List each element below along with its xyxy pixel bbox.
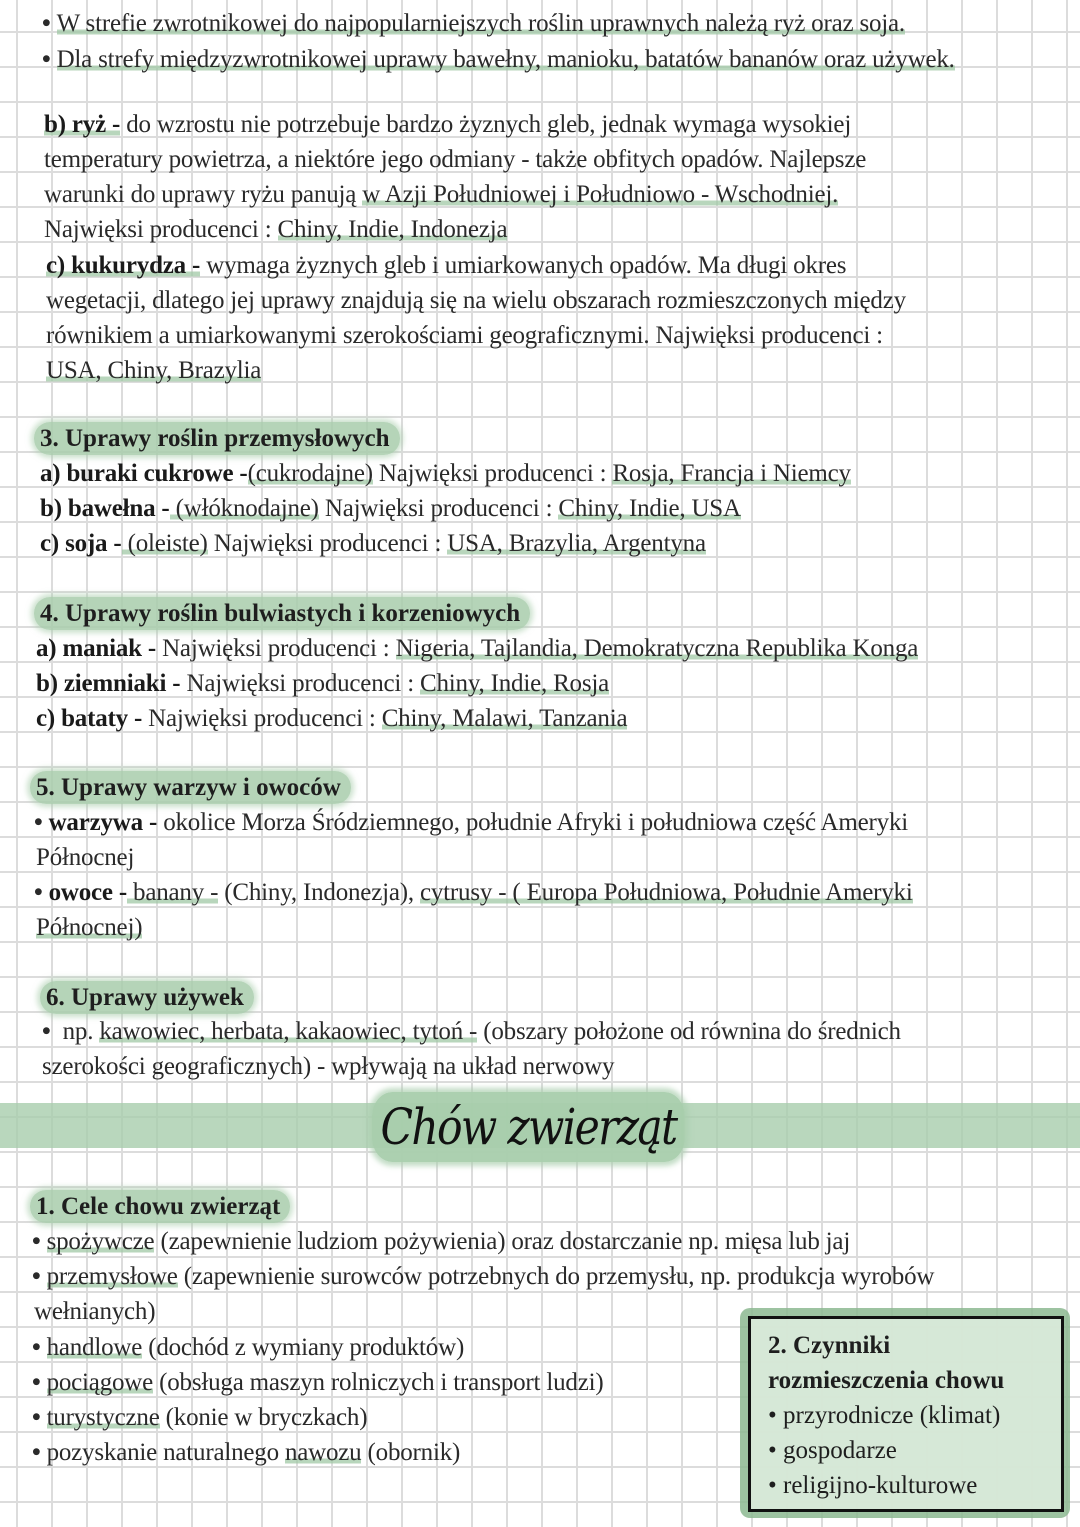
corn-line-4	[46, 353, 261, 388]
goal-term: turystyczne	[46, 1404, 160, 1431]
corn-label: c) kukurydza -	[46, 252, 201, 279]
rice-text: Najwięksi producenci :	[44, 216, 278, 243]
factors-title-1: 2. Czynniki	[768, 1332, 891, 1359]
bullet-icon: •	[42, 1018, 51, 1045]
corn-text: wegetacji, dlatego jej uprawy znajdują się na wielu obszarach rozmieszczonych między	[46, 287, 906, 314]
item-prefix: Najwięksi producenci :	[156, 635, 396, 662]
stimulants-cont	[42, 1049, 614, 1084]
item-label: a) maniak -	[36, 635, 157, 662]
intro-text-1: W strefie zwrotnikowej do najpopularniejszych roślin uprawnych należą ryż oraz soja.	[56, 10, 905, 37]
goal-desc: (obsługa maszyn rolniczych i transport ludzi)	[153, 1369, 604, 1396]
section-4-item-c	[36, 701, 627, 736]
rice-label: b) ryż -	[44, 111, 121, 138]
bullet-icon: •	[34, 879, 43, 906]
rice-line-2	[44, 142, 866, 177]
goal-desc: (obornik)	[361, 1439, 461, 1466]
bullet-icon: •	[32, 1334, 41, 1361]
factor-item-2: • gospodarze	[768, 1437, 897, 1464]
fruits-line	[34, 875, 913, 910]
goal-term: spożywcze	[46, 1228, 155, 1255]
intro-text-2: Dla strefy międzyzwrotnikowej uprawy bawełny, manioku, batatów bananów oraz używek.	[56, 46, 955, 73]
item-prefix: Najwięksi producenci :	[207, 530, 448, 557]
goal-item-6	[32, 1435, 460, 1470]
corn-text: wymaga żyznych gleb i umiarkowanych opadów. Ma długi okres	[206, 252, 847, 279]
fruits-text: Północnej)	[36, 914, 143, 941]
corn-text: równikiem a umiarkowanymi szerokościami geograficznymi. Najwięksi producenci :	[46, 322, 883, 349]
section-6-heading: 6. Uprawy używek	[40, 981, 254, 1014]
goal-term-prefix: pozyskanie naturalnego	[46, 1439, 285, 1466]
corn-line-3	[46, 318, 883, 353]
bananas-where: (Chiny, Indonezja),	[218, 879, 420, 906]
section-3-heading: 3. Uprawy roślin przemysłowych	[34, 422, 400, 455]
goal-desc: (zapewnienie surowców potrzebnych do przemysłu, np. produkcja wyrobów	[177, 1263, 935, 1290]
goal-desc: (dochód z wymiany produktów)	[142, 1334, 465, 1361]
vegetables-cont	[36, 840, 134, 875]
bullet-icon: •	[42, 46, 51, 73]
item-type: (włóknodajne)	[169, 495, 319, 522]
item-label: a) buraki cukrowe -	[40, 460, 248, 487]
item-label: b) ziemniaki -	[36, 670, 181, 697]
bananas-label: banany -	[126, 879, 219, 906]
goal-term: nawozu	[284, 1439, 362, 1466]
section-3-item-c	[40, 526, 706, 561]
item-producers: Chiny, Malawi, Tanzania	[381, 705, 628, 732]
goal-item-2-cont	[34, 1294, 155, 1329]
item-label: c) bataty -	[36, 705, 143, 732]
animal-goals-heading: 1. Cele chowu zwierząt	[30, 1190, 290, 1223]
fruits-label: owoce -	[48, 879, 127, 906]
rice-line-1	[44, 107, 851, 142]
goal-item-3	[32, 1330, 464, 1365]
item-producers: Chiny, Indie, USA	[558, 495, 741, 522]
bullet-icon: •	[32, 1228, 41, 1255]
vegetables-text: okolice Morza Śródziemnego, południe Afryki i południowa część Ameryki	[157, 809, 909, 836]
citrus-where: ( Europa Południowa, Południe Ameryki	[506, 879, 913, 906]
section-4-item-a	[36, 631, 918, 666]
goal-item-4	[32, 1365, 603, 1400]
rice-text: do wzrostu nie potrzebuje bardzo żyznych gleb, jednak wymaga wysokiej	[126, 111, 852, 138]
bullet-icon: •	[42, 10, 51, 37]
factor-item-3: • religijno-kulturowe	[768, 1472, 978, 1499]
bullet-icon: •	[32, 1404, 41, 1431]
goal-term: pociągowe	[46, 1369, 154, 1396]
vegetables-label: warzywa -	[48, 809, 158, 836]
rice-producers: Chiny, Indie, Indonezja	[277, 216, 508, 243]
item-prefix: Najwięksi producenci :	[318, 495, 559, 522]
bullet-icon: •	[32, 1369, 41, 1396]
goal-item-5	[32, 1400, 367, 1435]
item-prefix: Najwięksi producenci :	[142, 705, 382, 732]
rice-text: warunki do uprawy ryżu panują	[44, 181, 363, 208]
stimulants-prefix: np.	[56, 1018, 100, 1045]
corn-producers: USA, Chiny, Brazylia	[46, 357, 262, 384]
stimulants-line	[42, 1014, 901, 1049]
goal-desc: (zapewnienie ludziom pożywienia) oraz dostarczanie np. mięsa lub jaj	[154, 1228, 851, 1255]
intro-bullet-1	[42, 6, 905, 41]
bullet-icon: •	[32, 1263, 41, 1290]
section-3-item-a	[40, 456, 851, 491]
goal-item-2	[32, 1259, 934, 1294]
item-label: c) soja -	[40, 530, 122, 557]
rice-region: w Azji Południowej i Południowo - Wschodniej.	[362, 181, 839, 208]
goal-term: przemysłowe	[46, 1263, 178, 1290]
corn-line-2	[46, 283, 906, 318]
fruits-cont	[36, 910, 142, 945]
section-4-item-b	[36, 666, 609, 701]
goal-term: handlowe	[46, 1334, 143, 1361]
goal-item-1	[32, 1224, 850, 1259]
goal-desc: wełnianych)	[34, 1298, 156, 1325]
bullet-icon: •	[34, 809, 43, 836]
vegetables-line	[34, 805, 908, 840]
item-prefix: Najwięksi producenci :	[372, 460, 613, 487]
vegetables-text: Północnej	[36, 844, 135, 871]
rice-line-3	[44, 177, 838, 212]
section-3-item-b	[40, 491, 741, 526]
item-prefix: Najwięksi producenci :	[180, 670, 420, 697]
bullet-icon: •	[32, 1439, 41, 1466]
factor-item-1: • przyrodnicze (klimat)	[768, 1402, 1001, 1429]
rice-text: temperatury powietrza, a niektóre jego odmiany - także obfitych opadów. Najlepsze	[44, 146, 867, 173]
item-type: (oleiste)	[121, 530, 208, 557]
section-5-heading: 5. Uprawy warzyw i owoców	[30, 771, 351, 804]
item-producers: Rosja, Francja i Niemcy	[612, 460, 851, 487]
stimulants-text: (obszary położone od równina do średnich	[477, 1018, 901, 1045]
stimulants-text: szerokości geograficznych) - wpływają na układ nerwowy	[42, 1053, 615, 1080]
item-producers: USA, Brazylia, Argentyna	[447, 530, 706, 557]
corn-line-1	[46, 248, 846, 283]
item-producers: Chiny, Indie, Rosja	[420, 670, 610, 697]
rice-line-4	[44, 212, 507, 247]
stimulant-crops: kawowiec, herbata, kakaowiec, tytoń -	[99, 1018, 478, 1045]
citrus-label: cytrusy -	[419, 879, 507, 906]
item-label: b) bawełna -	[40, 495, 170, 522]
banner-title: Chów zwierząt	[372, 1092, 685, 1162]
intro-bullet-2	[42, 42, 955, 77]
goal-desc: (konie w bryczkach)	[159, 1404, 368, 1431]
item-producers: Nigeria, Tajlandia, Demokratyczna Republika Konga	[395, 635, 919, 662]
factors-title-2: rozmieszczenia chowu	[768, 1367, 1005, 1394]
item-type: (cukrodajne)	[247, 460, 373, 487]
section-4-heading: 4. Uprawy roślin bulwiastych i korzeniowych	[34, 597, 530, 630]
